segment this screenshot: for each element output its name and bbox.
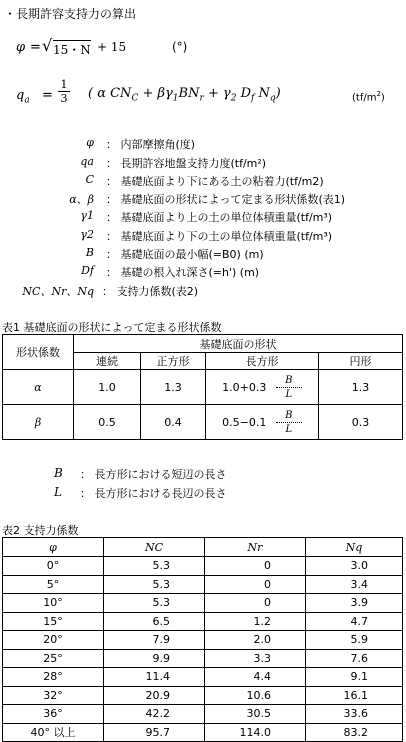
formula-qa-num: 1 [60, 78, 68, 91]
table1-frac-den: L [285, 388, 293, 400]
table2-cell: 20.9 [104, 686, 205, 705]
definition-row [0, 155, 406, 173]
table2-angle-cell: 40° 以上 [3, 723, 104, 742]
table-row [3, 631, 403, 650]
sqrt-icon: √ [42, 36, 53, 55]
note-text: ： 長方形における短辺の長さ [80, 468, 227, 481]
table1-cell: 1.3 [319, 370, 403, 405]
table2-cell: 11.4 [104, 668, 205, 687]
definition-text: ： 基礎底面より下の土の単位体積重量(tf/m³) [106, 230, 333, 243]
table2-cell: 95.7 [104, 723, 205, 742]
formula-qa-body: ( α $CN_C + \beta\gamma_1BN_r + \gamma_2$ $D_f$ $N_q$) [88, 86, 281, 104]
formula-qa-fraction [58, 78, 70, 105]
table2-cell: 7.9 [104, 631, 205, 650]
definition-row [0, 173, 406, 191]
definition-text: ： 基礎底面の最小幅(=B0) (m) [106, 248, 264, 261]
table1-cell: 0.5 [74, 405, 141, 440]
formula-qa-unit: $(tf/m^2)$ [352, 90, 385, 104]
formula-qa-lhs: $q_a$ [16, 88, 30, 106]
formula-phi-plus: + 15 [97, 40, 127, 54]
table2-cell: 0 [205, 557, 306, 576]
table2-cell: 33.6 [306, 705, 403, 724]
table2-header: Nr [205, 538, 306, 557]
table1-frac-den: L [285, 423, 293, 435]
table2-cell: 6.5 [104, 612, 205, 631]
formula-qa-den: 3 [58, 91, 70, 105]
table-row [3, 686, 403, 705]
table2-angle-cell: 5° [3, 575, 104, 594]
table2-cell: 4.7 [306, 612, 403, 631]
table1-cell-rect [206, 370, 319, 405]
definition-symbol: α、β [69, 193, 94, 206]
definition-row [0, 191, 406, 209]
table2-angle-cell: 20° [3, 631, 104, 650]
definition-row [0, 283, 406, 301]
table1-cell: 1.3 [141, 370, 206, 405]
table1-cell: 1.0 [74, 370, 141, 405]
table2-cell: 3.3 [205, 649, 306, 668]
definition-text: ： 長期許容地盤支持力度(tf/m²) [106, 157, 267, 170]
formula-qa-eq: = [42, 88, 53, 103]
note-symbol: B [54, 466, 63, 480]
table2-cell: 2.0 [205, 631, 306, 650]
table2-cell: 5.3 [104, 575, 205, 594]
table2-cell: 83.2 [306, 723, 403, 742]
table2-angle-cell: 32° [3, 686, 104, 705]
table-row [3, 405, 403, 440]
table-row [3, 575, 403, 594]
formula-phi-lhs: φ [16, 40, 26, 55]
table2-cell: 5.3 [104, 557, 205, 576]
definition-row [0, 228, 406, 246]
note-symbol: L [54, 485, 62, 499]
table2-angle-cell: 10° [3, 594, 104, 613]
table-row [3, 723, 403, 742]
table2-cell: 10.6 [205, 686, 306, 705]
table2-cell: 16.1 [306, 686, 403, 705]
table2-cell: 3.9 [306, 594, 403, 613]
table1-frac-num: B [285, 374, 293, 386]
definition-row [0, 264, 406, 282]
definition-text: ： 基礎の根入れ深さ(=h') (m) [106, 266, 260, 279]
table2-cell: 1.2 [205, 612, 306, 631]
table-row [3, 370, 403, 405]
definition-row [0, 136, 406, 154]
page-title: ・長期許容支持力の算出 [4, 7, 137, 21]
table2-cell: 0 [205, 575, 306, 594]
table-row [3, 612, 403, 631]
table2-angle-cell: 0° [3, 557, 104, 576]
table1-row-symbol: β [3, 405, 74, 440]
table2 [2, 537, 403, 742]
definition-symbol: C [85, 173, 94, 186]
table2-cell: 42.2 [104, 705, 205, 724]
table1 [2, 334, 403, 440]
table1-col-header: 円形 [319, 353, 403, 370]
table2-header: Nq [306, 538, 403, 557]
definition-text: ： 支持力係数(表2) [102, 285, 199, 298]
table-row [3, 649, 403, 668]
table1-col-header: 長方形 [206, 353, 319, 370]
definition-symbol: γ2 [80, 228, 94, 241]
definition-symbol: qa [80, 155, 94, 168]
table2-header: NC [104, 538, 205, 557]
table2-cell: 30.5 [205, 705, 306, 724]
table1-col-header: 正方形 [141, 353, 206, 370]
table2-header: φ [3, 538, 104, 557]
table-row [3, 557, 403, 576]
table1-cell: 0.4 [141, 405, 206, 440]
table1-header-left: 形状係数 [3, 335, 74, 370]
definition-symbol: B [85, 246, 94, 259]
table1-cell-rect-value: 0.5−0.1 [222, 415, 267, 429]
note-text: ： 長方形における長辺の長さ [80, 487, 227, 500]
definition-row [0, 246, 406, 264]
table2-cell: 5.3 [104, 594, 205, 613]
table1-frac-num: B [285, 409, 293, 421]
table1-row-symbol: α [3, 370, 74, 405]
definition-text: ： 基礎底面より上の土の単位体積重量(tf/m³) [106, 211, 333, 224]
table1-cell-rect [206, 405, 319, 440]
table2-cell: 3.0 [306, 557, 403, 576]
table1-col-header: 連続 [74, 353, 141, 370]
definition-text: ： 内部摩擦角(度) [106, 138, 196, 151]
table2-cell: 4.4 [205, 668, 306, 687]
table2-cell: 7.6 [306, 649, 403, 668]
table2-angle-cell: 25° [3, 649, 104, 668]
table1-cell-rect-value: 1.0+0.3 [222, 380, 267, 394]
table-row [3, 594, 403, 613]
table-row [3, 668, 403, 687]
table-row [3, 705, 403, 724]
table2-cell: 9.1 [306, 668, 403, 687]
definition-symbol: φ [86, 136, 94, 149]
definition-symbol: NC、Nr、Nq [22, 285, 94, 298]
definition-text: ： 基礎底面の形状によって定まる形状係数(表1) [106, 193, 346, 206]
definition-symbol: Df [81, 264, 94, 277]
table2-cell: 114.0 [205, 723, 306, 742]
table2-caption: 表2 支持力係数 [2, 524, 79, 537]
table1-cell: 0.3 [319, 405, 403, 440]
definition-symbol: γ1 [80, 209, 94, 222]
table2-cell: 0 [205, 594, 306, 613]
table2-cell: 5.9 [306, 631, 403, 650]
formula-phi-eq: = [30, 40, 41, 55]
table2-angle-cell: 28° [3, 668, 104, 687]
table2-angle-cell: 15° [3, 612, 104, 631]
formula-phi-unit: (°) [172, 40, 188, 54]
definition-text: ： 基礎底面より下にある土の粘着力(tf/m2) [106, 175, 324, 188]
formula-phi-sqrt: 15・N [53, 40, 91, 58]
table2-cell: 9.9 [104, 649, 205, 668]
definition-row [0, 209, 406, 227]
table1-header-group: 基礎底面の形状 [74, 335, 403, 353]
table2-cell: 3.4 [306, 575, 403, 594]
table1-caption: 表1 基礎底面の形状によって定まる形状係数 [2, 321, 222, 334]
table2-angle-cell: 36° [3, 705, 104, 724]
